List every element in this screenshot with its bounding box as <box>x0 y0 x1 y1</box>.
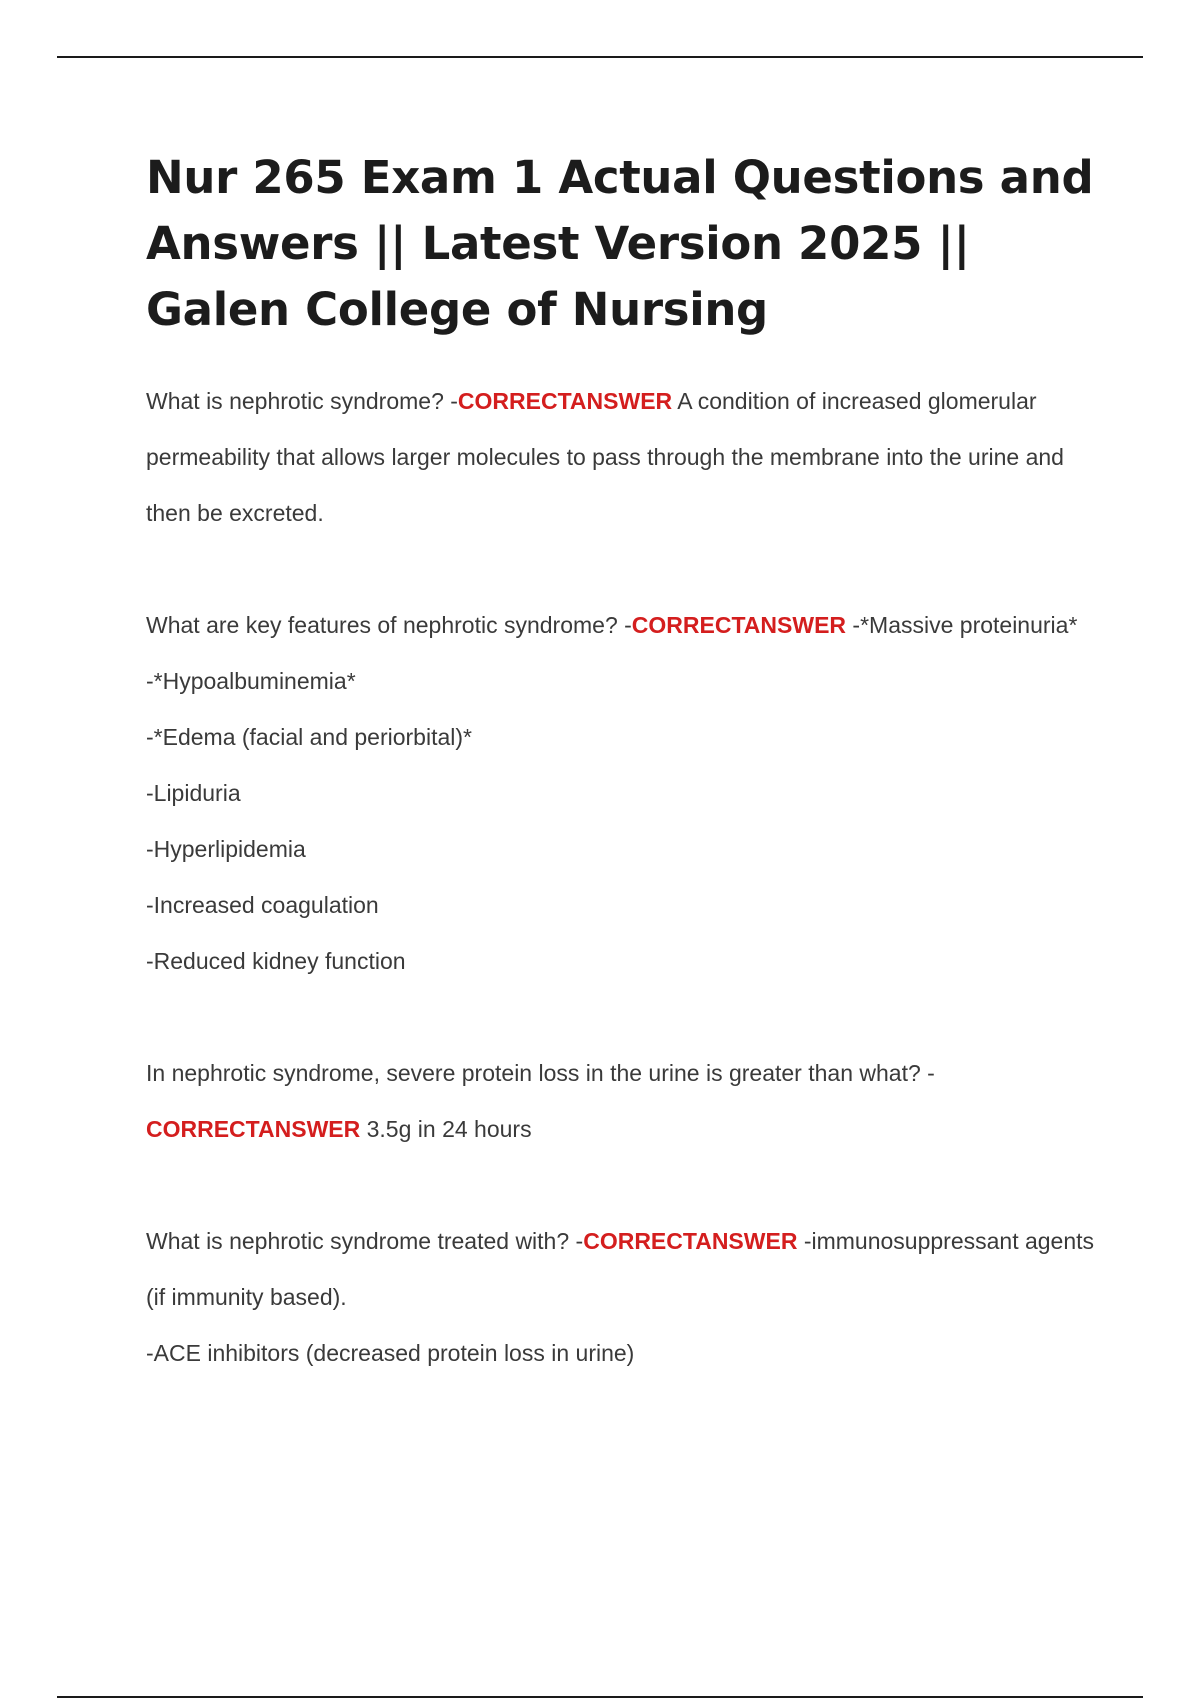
correct-answer-marker: CORRECTANSWER <box>583 1228 798 1254</box>
answer-text: 3.5g in 24 hours <box>366 1116 532 1142</box>
qa-item <box>146 597 1106 989</box>
qa-item <box>146 1045 1106 1157</box>
qa-first-line <box>146 373 1106 541</box>
answer-line: -Lipiduria <box>146 780 241 806</box>
answer-text: A condition of increased glomerular permeability that allows larger molecules to pass through the membrane into the urine and then be excreted. <box>146 388 1064 526</box>
bottom-divider <box>57 1696 1143 1698</box>
answer-line: -*Edema (facial and periorbital)* <box>146 724 472 750</box>
document-body <box>146 145 1106 1437</box>
document-title: Nur 265 Exam 1 Actual Questions and Answers || Latest Version 2025 || Galen College of Nursing <box>146 151 1094 336</box>
question-text: What are key features of nephrotic syndrome? - <box>146 612 632 638</box>
answer-line: -Reduced kidney function <box>146 948 406 974</box>
question-text: In nephrotic syndrome, severe protein loss in the urine is greater than what? - <box>146 1060 935 1086</box>
question-text: What is nephrotic syndrome? - <box>146 388 458 414</box>
correct-answer-marker: CORRECTANSWER <box>457 388 673 414</box>
question-text: What is nephrotic syndrome treated with? - <box>146 1228 584 1254</box>
qa-first-line <box>146 597 1106 653</box>
answer-line: -Increased coagulation <box>146 892 379 918</box>
qa-first-line <box>146 1213 1106 1325</box>
answer-line: -Hyperlipidemia <box>146 836 306 862</box>
answer-text: -immunosuppressant agents (if immunity based). <box>146 1228 1095 1310</box>
answer-text: -*Massive proteinuria* <box>852 612 1078 638</box>
correct-answer-marker: CORRECTANSWER <box>146 1116 361 1142</box>
qa-item <box>146 373 1106 541</box>
qa-item <box>146 1213 1106 1381</box>
answer-line: -*Hypoalbuminemia* <box>146 668 356 694</box>
answer-line: -ACE inhibitors (decreased protein loss in urine) <box>146 1340 635 1366</box>
correct-answer-marker: CORRECTANSWER <box>631 612 847 638</box>
top-divider <box>57 56 1143 58</box>
qa-first-line <box>146 1045 1106 1157</box>
